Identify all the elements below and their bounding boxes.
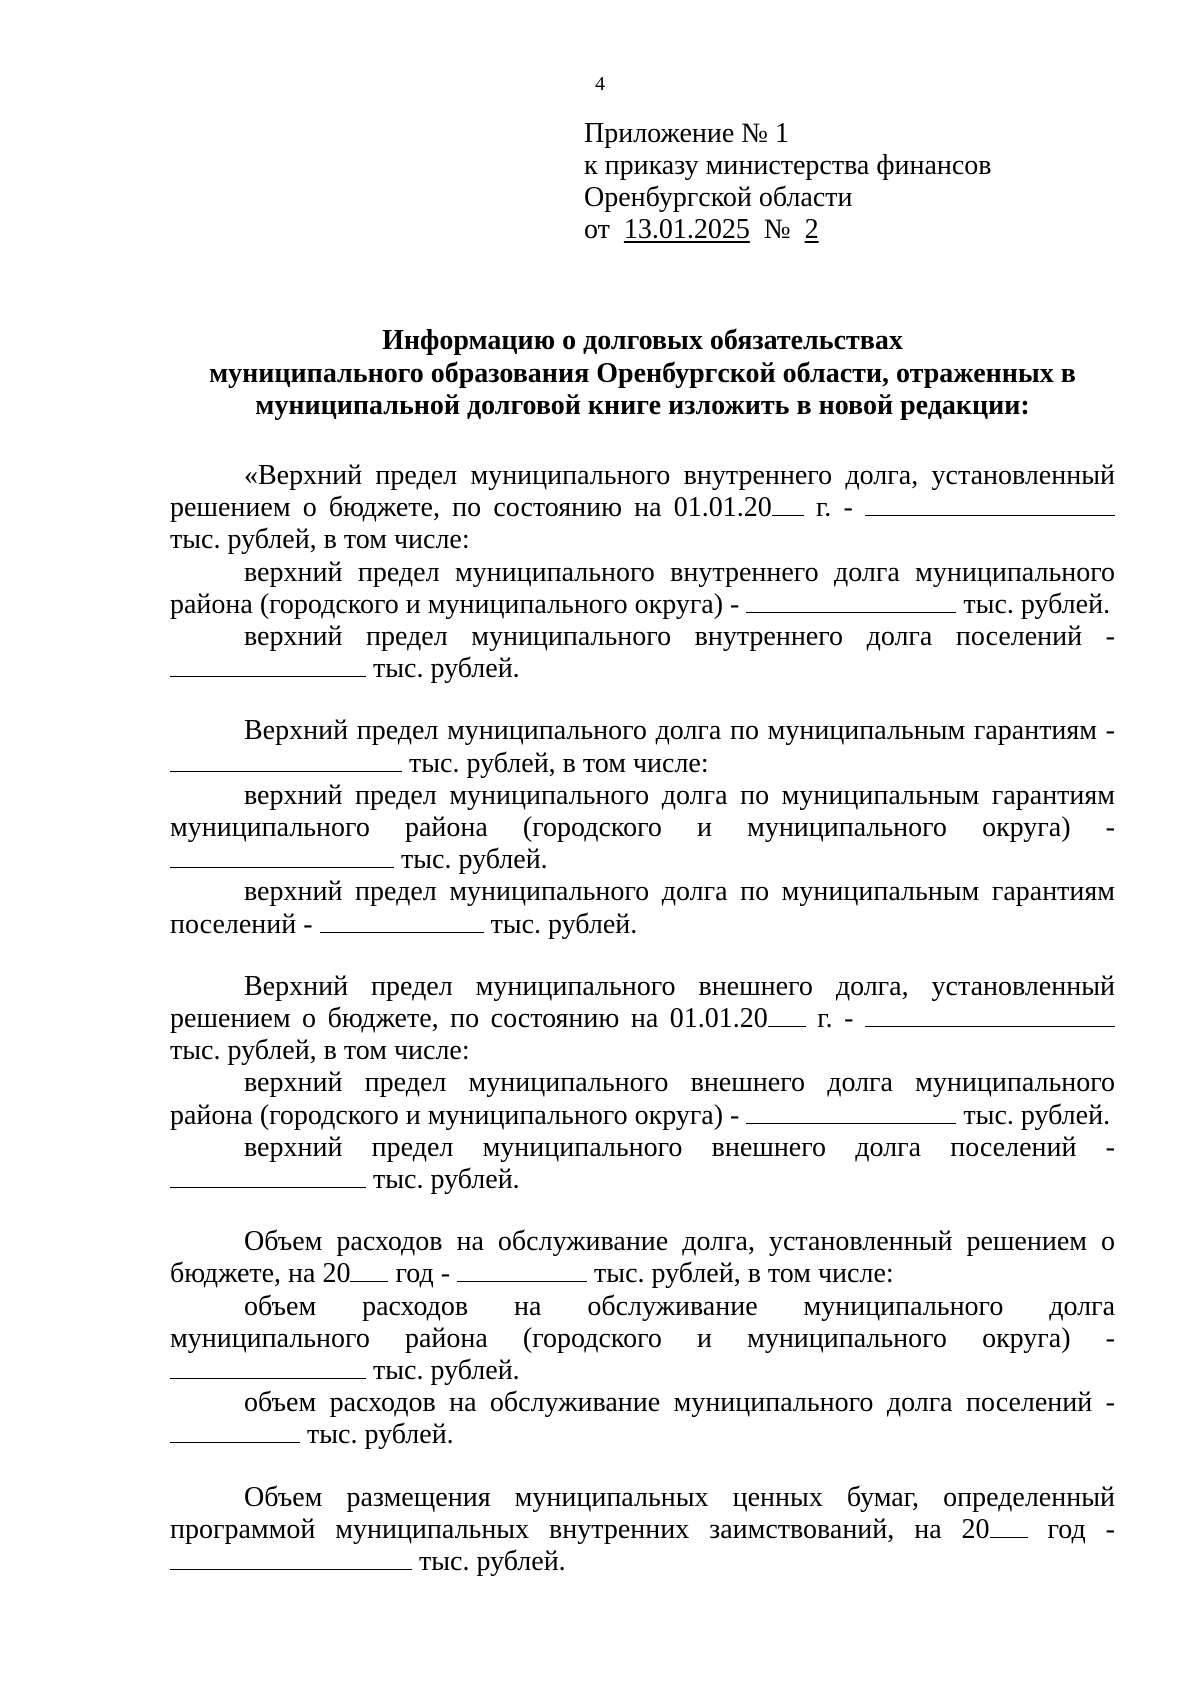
appendix-line-1: Приложение № 1 [584,118,789,149]
amount-blank [457,1280,587,1282]
appendix-header [584,118,992,246]
document-title [170,325,1115,423]
year-blank [772,514,804,516]
amount-blank [170,1377,366,1379]
amount-blank [170,770,402,772]
amount-blank [320,931,484,933]
title-line-2: муниципального образования Оренбургской области, отраженных в [209,357,1076,389]
guarantees-text-1: Верхний предел муниципального долга по муниципальным гарантиям - [244,715,1115,747]
order-date: 13.01.2025 [623,214,750,245]
external-debt-paragraph [170,971,1115,1068]
guarantees-district-text-1: верхний предел муниципального долга по муниципальным гарантиям муниципального района (городского и муниципального округа) - [170,779,1115,844]
external-debt-text-1: Верхний предел муниципального внешнего долга, установленный решением о бюджете, по состоянию на 01.01.20 [170,970,1115,1035]
appendix-date-line [584,214,992,246]
amount-blank [170,675,366,677]
amount-blank [170,1441,300,1443]
title-line-3: муниципальной долговой книге изложить в новой редакции: [255,390,1030,421]
title-line-1: Информацию о долговых обязательствах [382,325,903,356]
guarantees-district-paragraph [170,780,1115,877]
external-district-text-2: тыс. рублей. [956,1099,1111,1131]
service-settlements-text-2: тыс. рублей. [300,1419,454,1451]
internal-district-text-2: тыс. рублей. [956,588,1111,620]
internal-district-text-1: верхний предел муниципального внутреннего долга муниципального района (городского и муниципального округа) - [170,556,1115,620]
debt-service-paragraph [170,1226,1115,1290]
date-prefix: от [584,214,610,245]
external-district-text-1: верхний предел муниципального внешнего долга муниципального района (городского и муниципального округа) - [170,1067,1115,1131]
debt-service-district-paragraph [170,1291,1115,1388]
internal-debt-text-2: г. - [803,492,865,524]
guarantees-settlements-text-2: тыс. рублей. [483,908,638,940]
year-blank [990,1536,1028,1538]
service-district-text-2: тыс. рублей. [366,1355,520,1387]
service-settlements-text-1: объем расходов на обслуживание муниципального долга поселений - [244,1387,1115,1419]
order-number: 2 [804,214,819,245]
amount-blank [865,1025,1115,1027]
internal-debt-district-paragraph [170,557,1115,621]
internal-debt-settlements-paragraph [170,621,1115,685]
service-text-2: год - [388,1258,458,1290]
amount-blank [170,1186,366,1188]
guarantees-settlements-text-1: верхний предел муниципального долга по муниципальным гарантиям поселений - [170,876,1115,940]
guarantees-text-2: тыс. рублей, в том числе: [402,747,709,779]
external-debt-text-2: г. - [805,1003,865,1035]
internal-debt-text-3: тыс. рублей, в том числе: [170,524,470,556]
internal-debt-paragraph [170,460,1115,557]
guarantees-paragraph [170,715,1115,779]
year-blank [768,1025,806,1027]
service-text-3: тыс. рублей, в том числе: [587,1258,894,1290]
securities-text-1: Объем размещения муниципальных ценных бумаг, определенный программой муниципальных внутренних заимствований, на 20 [170,1481,1115,1545]
year-blank [350,1280,388,1282]
number-sign: № [763,214,791,245]
amount-blank [746,1122,956,1124]
amount-blank [865,514,1115,516]
internal-settlements-text-2: тыс. рублей. [366,653,520,685]
securities-paragraph [170,1482,1115,1579]
service-text-1: Объем расходов на обслуживание долга, установленный решением о бюджете, на 20 [170,1226,1115,1290]
appendix-line-2: к приказу министерства финансов [584,150,992,181]
amount-blank [170,866,394,868]
internal-debt-text-1: «Верхний предел муниципального внутреннего долга, установленный решением о бюджете, по состоянию на 01.01.20 [170,460,1115,524]
guarantees-district-text-2: тыс. рублей. [394,844,548,876]
securities-text-3: тыс. рублей. [412,1546,566,1578]
guarantees-settlements-paragraph [170,876,1115,940]
external-settlements-text-2: тыс. рублей. [366,1164,520,1196]
document-body [170,460,1115,1578]
securities-text-2: год - [1027,1513,1115,1545]
page-number: 4 [595,73,605,95]
amount-blank [170,1568,412,1570]
internal-settlements-text-1: верхний предел муниципального внутреннего долга поселений - [244,621,1115,653]
external-debt-district-paragraph [170,1067,1115,1131]
debt-service-settlements-paragraph [170,1387,1115,1451]
external-settlements-text-1: верхний предел муниципального внешнего долга поселений - [244,1131,1115,1163]
external-debt-text-3: тыс. рублей, в том числе: [170,1035,470,1067]
service-district-text-1: объем расходов на обслуживание муниципального долга муниципального района (городского и муниципального округа) - [170,1290,1115,1354]
amount-blank [746,611,956,613]
appendix-line-3: Оренбургской области [584,182,853,213]
external-debt-settlements-paragraph [170,1132,1115,1196]
